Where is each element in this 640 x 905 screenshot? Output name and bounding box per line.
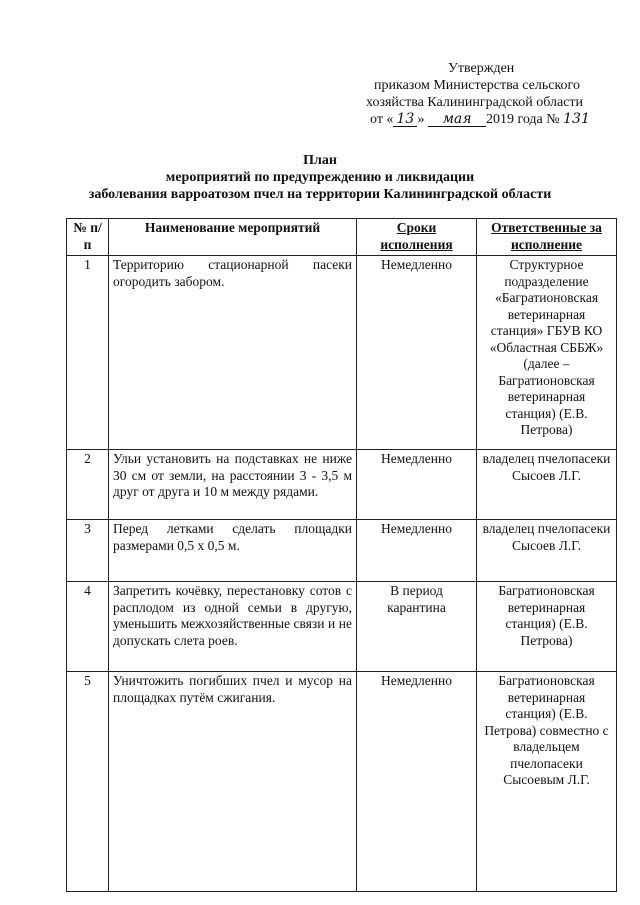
row-responsible: владелец пчелопасеки Сысоев Л.Г. <box>477 450 617 520</box>
row-action: Перед летками сделать площадки размерами 0,5 х 0,5 м. <box>109 520 357 582</box>
row-responsible: Багратионовская ветеринарная станция) (Е.В. Петрова) <box>477 582 617 672</box>
table-row <box>67 672 617 892</box>
date-mid: » <box>417 112 425 127</box>
row-term: В период карантина <box>357 582 477 672</box>
row-action: Территорию стационарной пасеки огородить забором. <box>109 256 357 450</box>
header-num: № п/п <box>67 219 109 256</box>
document-title <box>0 152 640 203</box>
row-term: Немедленно <box>357 450 477 520</box>
handwritten-order-number: 131 <box>563 111 590 127</box>
header-resp: Ответственные за исполнение <box>477 219 617 256</box>
row-action: Запретить кочёвку, перестановку сотов с расплодом из одной семьи в другую, уменьшить межхозяйственные связи и не допускать слета роев. <box>109 582 357 672</box>
date-prefix: от « <box>370 112 394 127</box>
row-num: 5 <box>67 672 109 892</box>
year-suffix: 2019 года № <box>485 112 560 127</box>
row-responsible: Багратионовская ветеринарная станция) (Е.В. Петрова) совместно с владельцем пчелопасеки Сысоевым Л.Г. <box>477 672 617 892</box>
row-term: Немедленно <box>357 520 477 582</box>
row-term: Немедленно <box>357 256 477 450</box>
approval-block <box>366 60 612 128</box>
row-num: 1 <box>67 256 109 450</box>
row-num: 4 <box>67 582 109 672</box>
approval-order-line: приказом Министерства сельского <box>374 78 580 93</box>
table-row <box>67 520 617 582</box>
approval-date-line <box>370 111 612 128</box>
row-action: Уничтожить погибших пчел и мусор на площадках путём сжигания. <box>109 672 357 892</box>
header-name: Наименование мероприятий <box>109 219 357 256</box>
handwritten-month: мая <box>428 113 486 127</box>
approval-heading: Утвержден <box>448 61 515 76</box>
table-header-row <box>67 219 617 256</box>
row-responsible: Структурное подразделение «Багратионовская ветеринарная станция» ГБУВ КО «Областная СББЖ» (далее – Багратионовская ветеринарная станция) (Е.В. Петрова) <box>477 256 617 450</box>
header-term: Сроки исполнения <box>357 219 477 256</box>
title-line2: мероприятий по предупреждению и ликвидации <box>165 170 475 185</box>
row-num: 2 <box>67 450 109 520</box>
row-num: 3 <box>67 520 109 582</box>
title-plan: План <box>303 153 337 168</box>
measures-table <box>66 218 617 892</box>
table-row <box>67 582 617 672</box>
row-term: Немедленно <box>357 672 477 892</box>
table-row <box>67 256 617 450</box>
title-line3: заболевания варроатозом пчел на территории Калининградской области <box>88 187 552 202</box>
handwritten-day: 13 <box>393 113 417 127</box>
approval-ministry-line: хозяйства Калининградской области <box>366 95 584 110</box>
table-row <box>67 450 617 520</box>
row-responsible: владелец пчелопасеки Сысоев Л.Г. <box>477 520 617 582</box>
row-action: Ульи установить на подставках не ниже 30 см от земли, на расстоянии 3 - 3,5 м друг от друга и 10 м между рядами. <box>109 450 357 520</box>
